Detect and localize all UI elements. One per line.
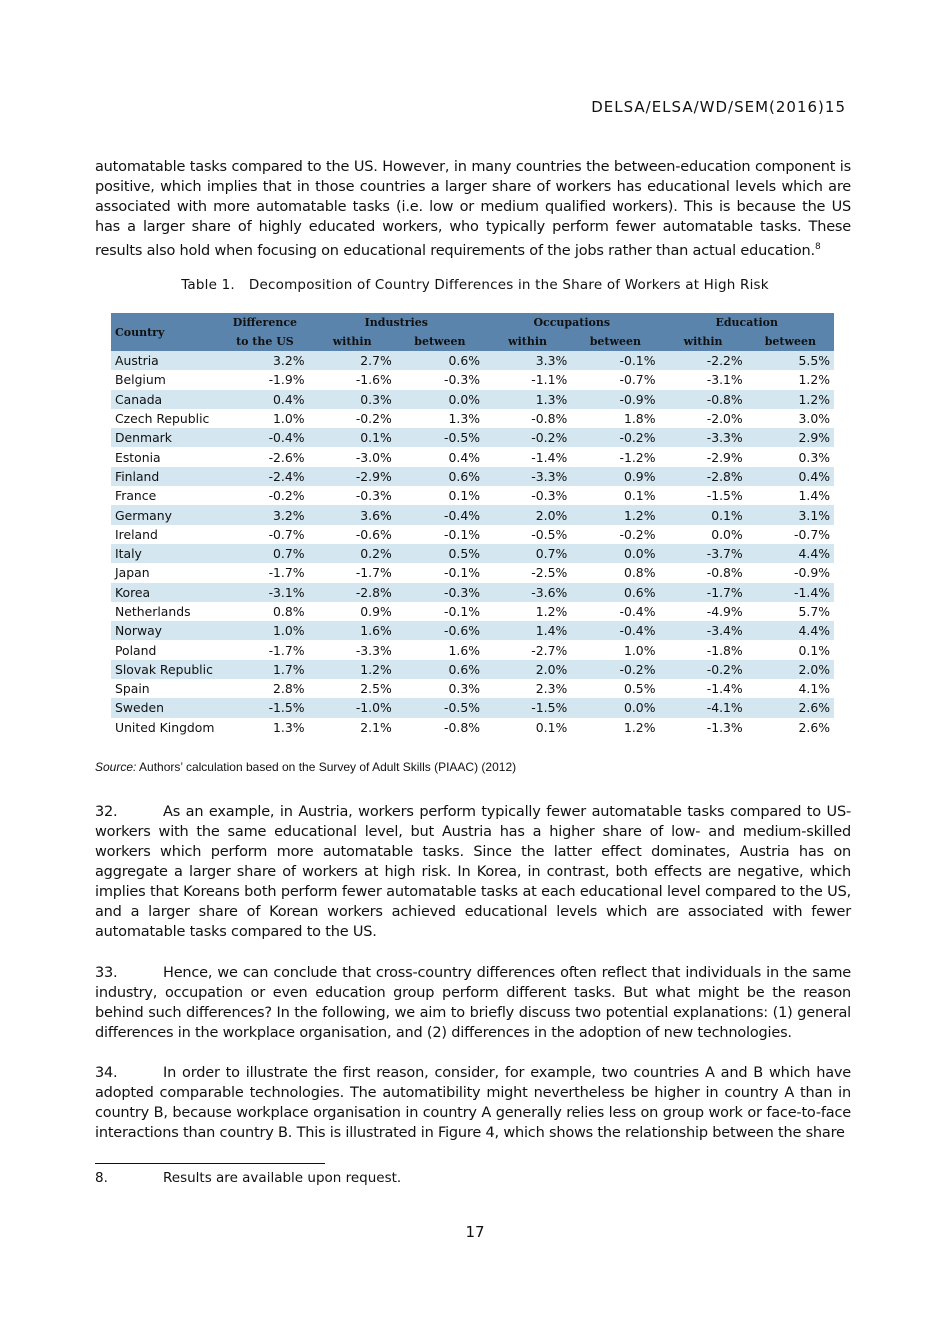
- value-cell-occ-within: 1.3%: [484, 390, 571, 409]
- table-row: [111, 390, 834, 409]
- value-cell-edu-within: -3.4%: [659, 621, 746, 640]
- value-cell-diff: 3.2%: [221, 351, 308, 370]
- value-cell-ind-between: -0.1%: [396, 563, 484, 582]
- value-cell-ind-within: 2.5%: [309, 679, 396, 698]
- country-cell: Korea: [111, 583, 221, 602]
- value-cell-ind-between: -0.6%: [396, 621, 484, 640]
- value-cell-edu-between: 2.9%: [747, 428, 834, 447]
- value-cell-occ-within: -0.3%: [484, 486, 571, 505]
- value-cell-diff: -0.4%: [221, 428, 308, 447]
- value-cell-edu-within: -1.7%: [659, 583, 746, 602]
- value-cell-ind-within: -1.6%: [309, 370, 396, 389]
- value-cell-edu-between: 1.2%: [747, 370, 834, 389]
- value-cell-edu-between: 2.6%: [747, 698, 834, 717]
- value-cell-edu-between: 0.1%: [747, 640, 834, 659]
- country-cell: United Kingdom: [111, 718, 221, 737]
- value-cell-occ-between: -0.1%: [571, 351, 659, 370]
- value-cell-diff: 1.7%: [221, 660, 308, 679]
- value-cell-edu-between: 1.4%: [747, 486, 834, 505]
- value-cell-edu-between: 3.0%: [747, 409, 834, 428]
- country-cell: Czech Republic: [111, 409, 221, 428]
- table-body: [111, 351, 834, 737]
- table-row: [111, 370, 834, 389]
- value-cell-edu-between: 0.4%: [747, 467, 834, 486]
- value-cell-diff: -1.5%: [221, 698, 308, 717]
- value-cell-occ-within: -2.7%: [484, 640, 571, 659]
- value-cell-ind-between: 0.4%: [396, 447, 484, 466]
- table-header-row-top: [111, 313, 834, 332]
- country-cell: Ireland: [111, 525, 221, 544]
- header-industries-within: within: [309, 332, 396, 351]
- country-cell: Norway: [111, 621, 221, 640]
- value-cell-occ-between: -0.4%: [571, 621, 659, 640]
- table-row: [111, 698, 834, 717]
- paragraph-number: 34.: [95, 1065, 118, 1081]
- table-label: Table 1.: [181, 277, 235, 293]
- header-occupations-between: between: [571, 332, 659, 351]
- country-cell: Japan: [111, 563, 221, 582]
- value-cell-occ-between: -0.9%: [571, 390, 659, 409]
- value-cell-edu-within: -2.9%: [659, 447, 746, 466]
- value-cell-occ-within: 1.2%: [484, 602, 571, 621]
- value-cell-ind-between: -0.4%: [396, 505, 484, 524]
- value-cell-diff: 0.4%: [221, 390, 308, 409]
- decomposition-table: [111, 313, 834, 737]
- value-cell-edu-within: 0.0%: [659, 525, 746, 544]
- value-cell-edu-within: -2.0%: [659, 409, 746, 428]
- value-cell-diff: 0.7%: [221, 544, 308, 563]
- table-row: [111, 467, 834, 486]
- value-cell-occ-within: 0.1%: [484, 718, 571, 737]
- table-title: Decomposition of Country Differences in the Share of Workers at High Risk: [248, 277, 769, 293]
- value-cell-ind-between: 1.6%: [396, 640, 484, 659]
- value-cell-occ-between: 0.1%: [571, 486, 659, 505]
- table-row: [111, 505, 834, 524]
- value-cell-ind-between: 0.1%: [396, 486, 484, 505]
- value-cell-occ-within: -1.4%: [484, 447, 571, 466]
- value-cell-diff: -0.7%: [221, 525, 308, 544]
- value-cell-ind-between: 1.3%: [396, 409, 484, 428]
- value-cell-diff: -3.1%: [221, 583, 308, 602]
- value-cell-occ-between: -0.2%: [571, 428, 659, 447]
- value-cell-occ-within: -1.5%: [484, 698, 571, 717]
- value-cell-occ-within: -1.1%: [484, 370, 571, 389]
- country-cell: Poland: [111, 640, 221, 659]
- value-cell-ind-between: -0.3%: [396, 370, 484, 389]
- table-row: [111, 621, 834, 640]
- value-cell-occ-between: 1.2%: [571, 718, 659, 737]
- footnote-text: Results are available upon request.: [163, 1170, 402, 1186]
- value-cell-ind-within: 1.6%: [309, 621, 396, 640]
- value-cell-occ-within: 2.0%: [484, 505, 571, 524]
- table-row: [111, 351, 834, 370]
- intro-paragraph: [95, 157, 851, 261]
- value-cell-ind-within: -1.0%: [309, 698, 396, 717]
- country-cell: Finland: [111, 467, 221, 486]
- value-cell-ind-between: -0.1%: [396, 525, 484, 544]
- country-cell: Denmark: [111, 428, 221, 447]
- country-cell: France: [111, 486, 221, 505]
- value-cell-edu-between: 1.2%: [747, 390, 834, 409]
- footnote: [95, 1170, 401, 1186]
- value-cell-occ-within: 2.0%: [484, 660, 571, 679]
- value-cell-diff: -2.6%: [221, 447, 308, 466]
- source-text: Authors’ calculation based on the Survey of Adult Skills (PIAAC) (2012): [139, 760, 517, 774]
- country-cell: Sweden: [111, 698, 221, 717]
- value-cell-ind-within: 0.3%: [309, 390, 396, 409]
- header-occupations-within: within: [484, 332, 571, 351]
- paragraph-number: 33.: [95, 965, 118, 981]
- value-cell-occ-within: 3.3%: [484, 351, 571, 370]
- header-education-within: within: [659, 332, 746, 351]
- value-cell-edu-between: 3.1%: [747, 505, 834, 524]
- value-cell-edu-between: 4.4%: [747, 621, 834, 640]
- value-cell-diff: -2.4%: [221, 467, 308, 486]
- value-cell-occ-between: 0.8%: [571, 563, 659, 582]
- value-cell-edu-between: 5.5%: [747, 351, 834, 370]
- country-cell: Belgium: [111, 370, 221, 389]
- table-row: [111, 409, 834, 428]
- value-cell-diff: 0.8%: [221, 602, 308, 621]
- table-row: [111, 679, 834, 698]
- value-cell-edu-within: -1.5%: [659, 486, 746, 505]
- header-education: Education: [659, 313, 834, 332]
- value-cell-occ-between: 0.9%: [571, 467, 659, 486]
- value-cell-ind-within: 0.2%: [309, 544, 396, 563]
- value-cell-diff: 1.0%: [221, 409, 308, 428]
- value-cell-diff: 1.3%: [221, 718, 308, 737]
- paragraph-34: [95, 1063, 851, 1143]
- country-cell: Austria: [111, 351, 221, 370]
- value-cell-edu-within: -4.9%: [659, 602, 746, 621]
- value-cell-diff: -0.2%: [221, 486, 308, 505]
- country-cell: Spain: [111, 679, 221, 698]
- value-cell-edu-between: -1.4%: [747, 583, 834, 602]
- value-cell-occ-between: 0.5%: [571, 679, 659, 698]
- table-source: [95, 760, 516, 774]
- value-cell-diff: 1.0%: [221, 621, 308, 640]
- value-cell-edu-within: -2.8%: [659, 467, 746, 486]
- intro-paragraph-text: automatable tasks compared to the US. However, in many countries the between-education component is positive, which implies that in those countries a larger share of workers has educational levels which are associated with more automatable tasks (i.e. low or medium qualified workers). This is because the US has a larger share of highly educated workers, who typically perform fewer automatable tasks. These results also hold when focusing on educational requirements of the jobs rather than actual education.: [95, 159, 851, 259]
- value-cell-edu-within: -1.3%: [659, 718, 746, 737]
- value-cell-edu-between: 4.1%: [747, 679, 834, 698]
- footnote-reference[interactable]: 8: [814, 242, 821, 252]
- value-cell-occ-between: -1.2%: [571, 447, 659, 466]
- country-cell: Estonia: [111, 447, 221, 466]
- table-row: [111, 525, 834, 544]
- value-cell-edu-between: 2.0%: [747, 660, 834, 679]
- table-row: [111, 640, 834, 659]
- value-cell-edu-between: 0.3%: [747, 447, 834, 466]
- header-occupations: Occupations: [484, 313, 659, 332]
- table-row: [111, 602, 834, 621]
- value-cell-edu-within: 0.1%: [659, 505, 746, 524]
- table-row: [111, 718, 834, 737]
- paragraph-32: [95, 802, 851, 942]
- value-cell-edu-between: 5.7%: [747, 602, 834, 621]
- value-cell-edu-between: -0.9%: [747, 563, 834, 582]
- value-cell-occ-between: 1.2%: [571, 505, 659, 524]
- footnote-divider: [95, 1163, 325, 1164]
- value-cell-ind-within: 0.1%: [309, 428, 396, 447]
- page-number: 17: [465, 1223, 485, 1241]
- value-cell-diff: -1.7%: [221, 640, 308, 659]
- table-row: [111, 428, 834, 447]
- value-cell-ind-within: -3.3%: [309, 640, 396, 659]
- header-industries: Industries: [309, 313, 484, 332]
- value-cell-occ-between: 1.0%: [571, 640, 659, 659]
- value-cell-ind-between: -0.5%: [396, 428, 484, 447]
- value-cell-ind-within: -2.8%: [309, 583, 396, 602]
- value-cell-occ-within: -3.6%: [484, 583, 571, 602]
- value-cell-occ-between: 0.0%: [571, 698, 659, 717]
- value-cell-ind-between: 0.6%: [396, 660, 484, 679]
- value-cell-edu-within: -1.8%: [659, 640, 746, 659]
- value-cell-ind-between: -0.8%: [396, 718, 484, 737]
- value-cell-ind-within: 1.2%: [309, 660, 396, 679]
- value-cell-ind-within: -0.2%: [309, 409, 396, 428]
- value-cell-ind-between: 0.6%: [396, 351, 484, 370]
- value-cell-diff: -1.9%: [221, 370, 308, 389]
- value-cell-occ-between: 1.8%: [571, 409, 659, 428]
- value-cell-occ-within: -0.2%: [484, 428, 571, 447]
- value-cell-occ-within: -2.5%: [484, 563, 571, 582]
- value-cell-ind-within: -1.7%: [309, 563, 396, 582]
- header-education-between: between: [747, 332, 834, 351]
- value-cell-edu-within: -3.3%: [659, 428, 746, 447]
- value-cell-ind-within: 0.9%: [309, 602, 396, 621]
- value-cell-edu-within: -4.1%: [659, 698, 746, 717]
- value-cell-diff: 2.8%: [221, 679, 308, 698]
- paragraph-33: [95, 963, 851, 1043]
- value-cell-edu-within: -3.1%: [659, 370, 746, 389]
- header-to-the-us: to the US: [221, 332, 308, 351]
- value-cell-occ-between: -0.2%: [571, 660, 659, 679]
- value-cell-ind-between: 0.0%: [396, 390, 484, 409]
- value-cell-edu-within: -0.8%: [659, 390, 746, 409]
- value-cell-edu-within: -1.4%: [659, 679, 746, 698]
- table-row: [111, 583, 834, 602]
- value-cell-ind-within: -0.3%: [309, 486, 396, 505]
- value-cell-ind-between: -0.5%: [396, 698, 484, 717]
- value-cell-ind-within: -2.9%: [309, 467, 396, 486]
- country-cell: Germany: [111, 505, 221, 524]
- table-row: [111, 563, 834, 582]
- value-cell-edu-between: 4.4%: [747, 544, 834, 563]
- value-cell-diff: 3.2%: [221, 505, 308, 524]
- value-cell-occ-between: -0.4%: [571, 602, 659, 621]
- value-cell-ind-within: 2.7%: [309, 351, 396, 370]
- value-cell-edu-within: -2.2%: [659, 351, 746, 370]
- value-cell-ind-within: -0.6%: [309, 525, 396, 544]
- country-cell: Netherlands: [111, 602, 221, 621]
- paragraph-text: As an example, in Austria, workers perform typically fewer automatable tasks compared to US-workers with the same educational level, but Austria has a higher share of low- and medium-skilled workers which perform more automatable tasks. Since the latter effect dominates, Austria has on aggregate a larger share of workers at high risk. In Korea, in contrast, both effects are negative, which implies that Koreans both perform fewer automatable tasks at each educational level compared to the US, and a larger share of Korean workers achieved educational levels which are associated with fewer automatable tasks compared to the US.: [95, 804, 851, 940]
- value-cell-ind-between: 0.6%: [396, 467, 484, 486]
- value-cell-occ-within: -3.3%: [484, 467, 571, 486]
- document-reference: DELSA/ELSA/WD/SEM(2016)15: [591, 98, 846, 116]
- value-cell-occ-within: 0.7%: [484, 544, 571, 563]
- table-caption: [0, 277, 950, 293]
- table-row: [111, 447, 834, 466]
- table-row: [111, 660, 834, 679]
- value-cell-edu-within: -0.2%: [659, 660, 746, 679]
- value-cell-occ-within: -0.5%: [484, 525, 571, 544]
- table-row: [111, 544, 834, 563]
- value-cell-occ-between: 0.0%: [571, 544, 659, 563]
- header-difference: Difference: [221, 313, 308, 332]
- value-cell-occ-within: 2.3%: [484, 679, 571, 698]
- source-label: Source:: [95, 760, 137, 774]
- paragraph-text: Hence, we can conclude that cross-country differences often reflect that individuals in the same industry, occupation or even education group perform different tasks. But what might be the reason behind such differences? In the following, we aim to briefly discuss two potential explanations: (1) general differences in the workplace organisation, and (2) differences in the adoption of new technologies.: [95, 965, 851, 1041]
- value-cell-ind-within: 2.1%: [309, 718, 396, 737]
- value-cell-ind-within: 3.6%: [309, 505, 396, 524]
- value-cell-edu-within: -0.8%: [659, 563, 746, 582]
- value-cell-ind-between: -0.1%: [396, 602, 484, 621]
- value-cell-occ-within: -0.8%: [484, 409, 571, 428]
- country-cell: Slovak Republic: [111, 660, 221, 679]
- value-cell-edu-within: -3.7%: [659, 544, 746, 563]
- value-cell-ind-between: -0.3%: [396, 583, 484, 602]
- country-cell: Italy: [111, 544, 221, 563]
- footnote-number: 8.: [95, 1170, 108, 1186]
- header-industries-between: between: [396, 332, 484, 351]
- value-cell-ind-within: -3.0%: [309, 447, 396, 466]
- value-cell-occ-between: -0.2%: [571, 525, 659, 544]
- value-cell-edu-between: -0.7%: [747, 525, 834, 544]
- value-cell-diff: -1.7%: [221, 563, 308, 582]
- value-cell-edu-between: 2.6%: [747, 718, 834, 737]
- paragraph-number: 32.: [95, 804, 118, 820]
- value-cell-occ-between: 0.6%: [571, 583, 659, 602]
- paragraph-text: In order to illustrate the first reason, consider, for example, two countries A and B which have adopted comparable technologies. The automatibility might nevertheless be higher in country A than in country B, because workplace organisation in country A generally relies less on group work or face-to-face interactions than country B. This is illustrated in Figure 4, which shows the relationship between the share: [95, 1065, 851, 1141]
- header-country: Country: [111, 313, 221, 351]
- value-cell-occ-within: 1.4%: [484, 621, 571, 640]
- country-cell: Canada: [111, 390, 221, 409]
- value-cell-occ-between: -0.7%: [571, 370, 659, 389]
- table-row: [111, 486, 834, 505]
- value-cell-ind-between: 0.5%: [396, 544, 484, 563]
- value-cell-ind-between: 0.3%: [396, 679, 484, 698]
